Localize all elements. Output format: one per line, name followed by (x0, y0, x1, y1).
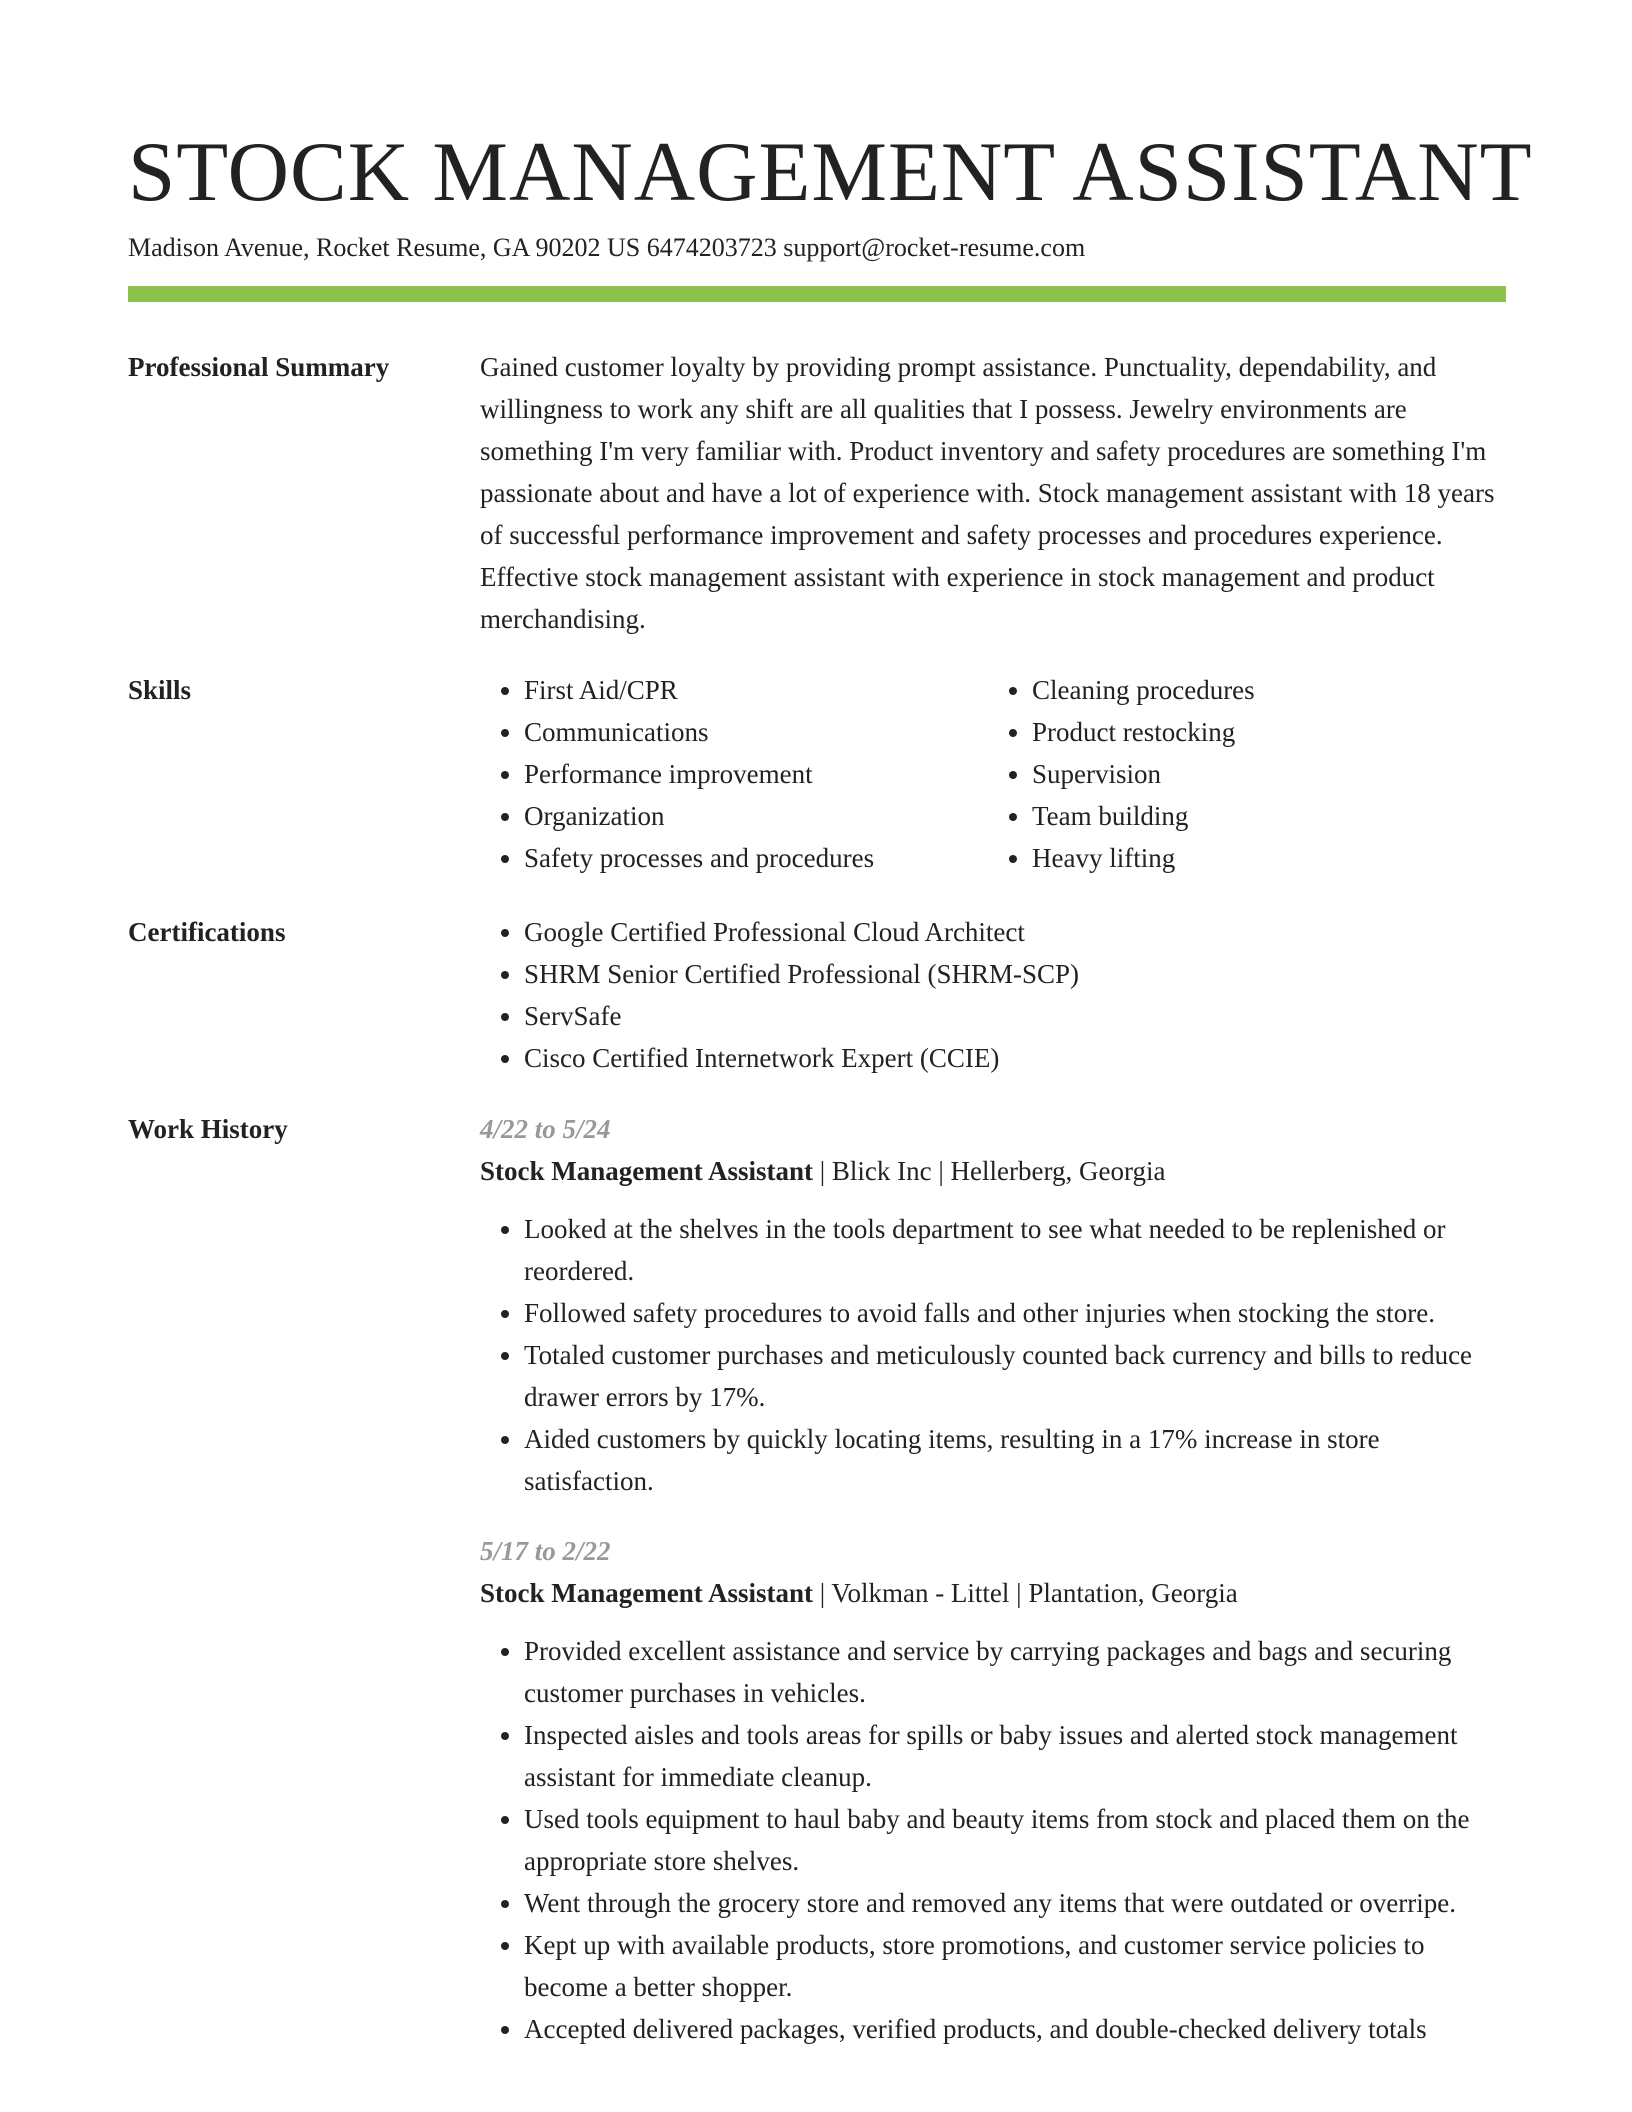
job-entry (480, 1530, 1506, 2050)
job-dates: 4/22 to 5/24 (480, 1114, 611, 1144)
skills-columns (480, 669, 1506, 879)
skill-item: • Safety processes and procedures (524, 837, 984, 879)
job-entry (480, 1108, 1506, 1502)
skills-label: Skills (128, 675, 192, 705)
skill-item: • Communications (524, 711, 984, 753)
job-bullet: • Looked at the shelves in the tools department to see what needed to be replenished or reordered. (524, 1208, 1506, 1292)
header-divider (128, 286, 1506, 302)
job-bullet: • Inspected aisles and tools areas for spills or baby issues and alerted stock management assistant for immediate cleanup. (524, 1714, 1506, 1798)
work-history-body (480, 1108, 1506, 2078)
job-bullets (480, 1208, 1506, 1502)
skill-item: • Product restocking (1032, 711, 1492, 753)
job-details: | Blick Inc | Hellerberg, Georgia (813, 1156, 1166, 1186)
job-bullet: • Followed safety procedures to avoid falls and other injuries when stocking the store. (524, 1292, 1506, 1334)
job-bullet: • Went through the grocery store and removed any items that were outdated or overripe. (524, 1882, 1506, 1924)
contact-info: Madison Avenue, Rocket Resume, GA 90202 US 6474203723 support@rocket-resume.com (128, 233, 1086, 262)
summary-body (480, 346, 1506, 640)
skills-list-right (984, 669, 1492, 879)
job-title: Stock Management Assistant (480, 1578, 814, 1608)
certification-item: • ServSafe (524, 995, 1506, 1037)
job-title: Stock Management Assistant (480, 1156, 814, 1186)
skill-item: • Heavy lifting (1032, 837, 1492, 879)
job-bullet: • Accepted delivered packages, verified products, and double-checked delivery totals (524, 2008, 1506, 2050)
job-dates: 5/17 to 2/22 (480, 1536, 611, 1566)
certification-item: • Cisco Certified Internetwork Expert (CCIE) (524, 1037, 1506, 1079)
certifications-label: Certifications (128, 917, 286, 947)
resume-title: STOCK MANAGEMENT ASSISTANT (128, 125, 1533, 219)
skill-item: • First Aid/CPR (524, 669, 984, 711)
certifications-body (480, 911, 1506, 1079)
job-heading (480, 1572, 1506, 1614)
job-bullet: • Totaled customer purchases and meticulously counted back currency and bills to reduce drawer errors by 17%. (524, 1334, 1506, 1418)
skills-list-left (480, 669, 984, 879)
summary-text: Gained customer loyalty by providing prompt assistance. Punctuality, dependability, and willingness to work any shift are all qualities that I possess. Jewelry environments are something I'm very familiar with. Product inventory and safety procedures are something I'm passionate about and have a lot of experience with. Stock management assistant with 18 years of successful performance improvement and safety processes and procedures experience. Effective stock management assistant with experience in stock management and product merchandising. (480, 352, 1495, 634)
job-bullet: • Provided excellent assistance and service by carrying packages and bags and securing customer purchases in vehicles. (524, 1630, 1506, 1714)
skill-item: • Supervision (1032, 753, 1492, 795)
job-bullet: • Used tools equipment to haul baby and beauty items from stock and placed them on the appropriate store shelves. (524, 1798, 1506, 1882)
certification-item: • SHRM Senior Certified Professional (SHRM-SCP) (524, 953, 1506, 995)
summary-label: Professional Summary (128, 352, 390, 382)
job-details: | Volkman - Littel | Plantation, Georgia (813, 1578, 1238, 1608)
job-bullet: • Aided customers by quickly locating items, resulting in a 17% increase in store satisfaction. (524, 1418, 1506, 1502)
certification-item: • Google Certified Professional Cloud Architect (524, 911, 1506, 953)
skill-item: • Team building (1032, 795, 1492, 837)
work-history-label: Work History (128, 1114, 288, 1144)
job-bullets (480, 1630, 1506, 2050)
job-bullet: • Kept up with available products, store promotions, and customer service policies to become a better shopper. (524, 1924, 1506, 2008)
skill-item: • Organization (524, 795, 984, 837)
certifications-list (480, 911, 1506, 1079)
skill-item: • Cleaning procedures (1032, 669, 1492, 711)
skill-item: • Performance improvement (524, 753, 984, 795)
job-heading (480, 1150, 1506, 1192)
